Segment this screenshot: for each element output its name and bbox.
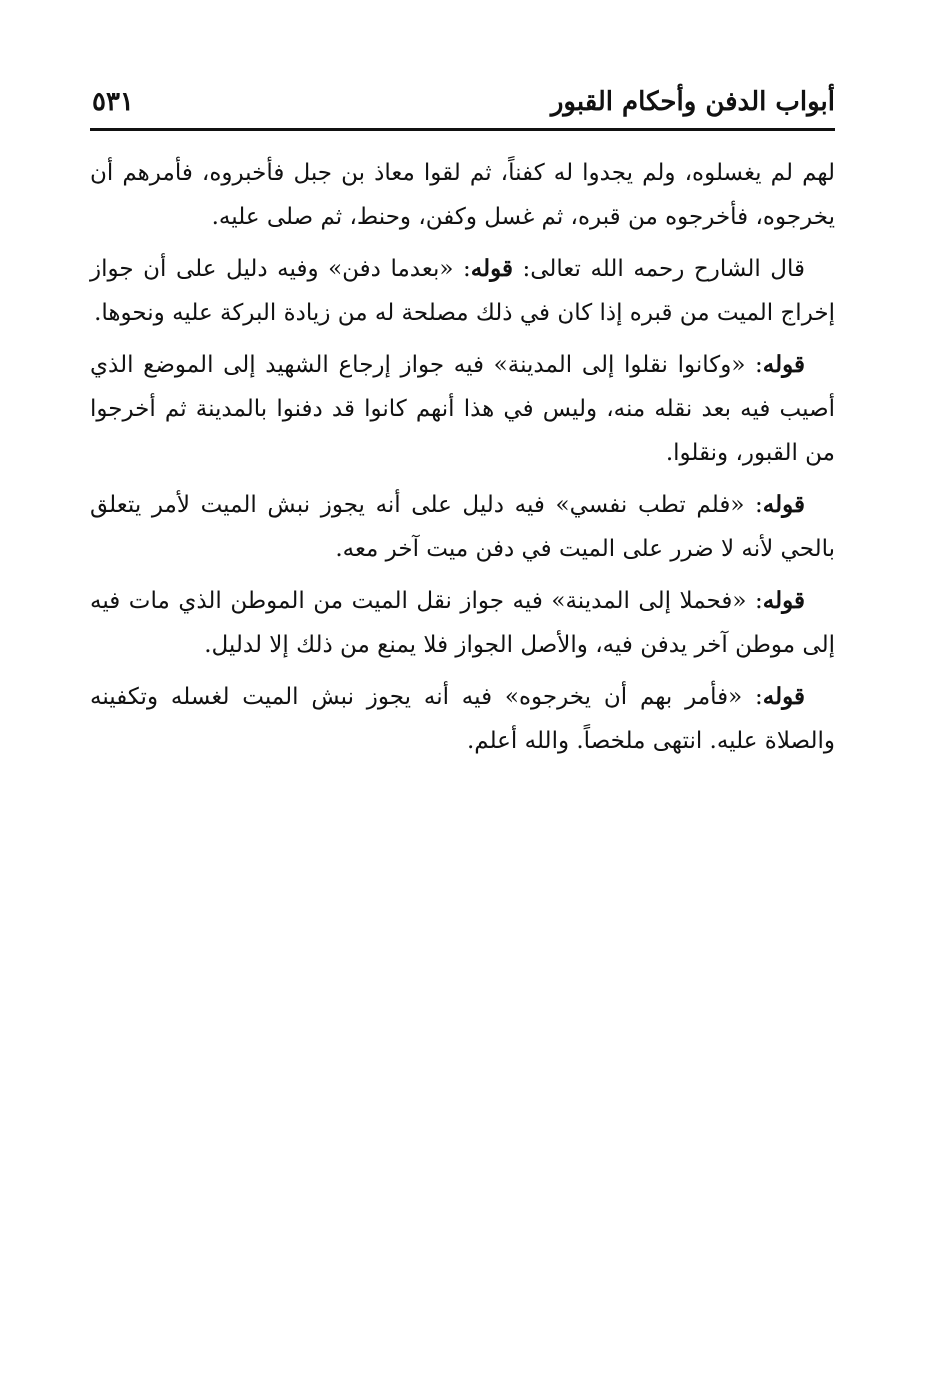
paragraph-keyword: قوله: [762, 351, 805, 378]
paragraph-keyword: قوله: [470, 255, 513, 282]
paragraph-2: [90, 247, 835, 335]
paragraph-1: [90, 151, 835, 239]
paragraph-keyword: قوله: [762, 491, 805, 518]
paragraph-text: : «بعدما دفن» وفيه دليل على أن جواز إخراج الميت من قبره إذا كان في ذلك مصلحة له من زيادة البركة عليه ونحوها.: [90, 256, 835, 326]
paragraph-text: : «فحملا إلى المدينة» فيه جواز نقل الميت من الموطن الذي مات فيه إلى موطن آخر يدفن فيه، والأصل الجواز فلا يمنع من ذلك إلا لدليل.: [90, 588, 835, 658]
page-number: ٥٣١: [92, 87, 134, 117]
paragraph-keyword: قوله: [762, 587, 805, 614]
page-header: [90, 78, 835, 131]
paragraph-4: [90, 483, 835, 571]
paragraph-6: [90, 675, 835, 763]
paragraph-keyword: قوله: [762, 683, 805, 710]
book-page: [90, 78, 835, 771]
paragraph-text: : «فأمر بهم أن يخرجوه» فيه أنه يجوز نبش الميت لغسله وتكفينه والصلاة عليه. انتهى ملخصاً. والله أعلم.: [90, 684, 835, 754]
paragraph-text: : «فلم تطب نفسي» فيه دليل على أنه يجوز نبش الميت لأمر يتعلق بالحي لأنه لا ضرر على الميت في دفن ميت آخر معه.: [90, 492, 835, 562]
body-text: [90, 151, 835, 763]
paragraph-text: لهم لم يغسلوه، ولم يجدوا له كفناً، ثم لقوا معاذ بن جبل فأخبروه، فأمرهم أن يخرجوه، فأخرجوه من قبره، ثم غسل وكفن، وحنط، ثم صلى عليه.: [90, 160, 835, 230]
paragraph-lead: قال الشارح رحمه الله تعالى:: [512, 256, 805, 282]
paragraph-text: : «وكانوا نقلوا إلى المدينة» فيه جواز إرجاع الشهيد إلى الموضع الذي أصيب فيه بعد نقله منه، وليس في هذا أنهم كانوا قد دفنوا بالمدينة ثم أخرجوا من القبور، ونقلوا.: [90, 352, 835, 466]
paragraph-3: [90, 343, 835, 475]
running-title: أبواب الدفن وأحكام القبور: [550, 87, 835, 117]
paragraph-5: [90, 579, 835, 667]
